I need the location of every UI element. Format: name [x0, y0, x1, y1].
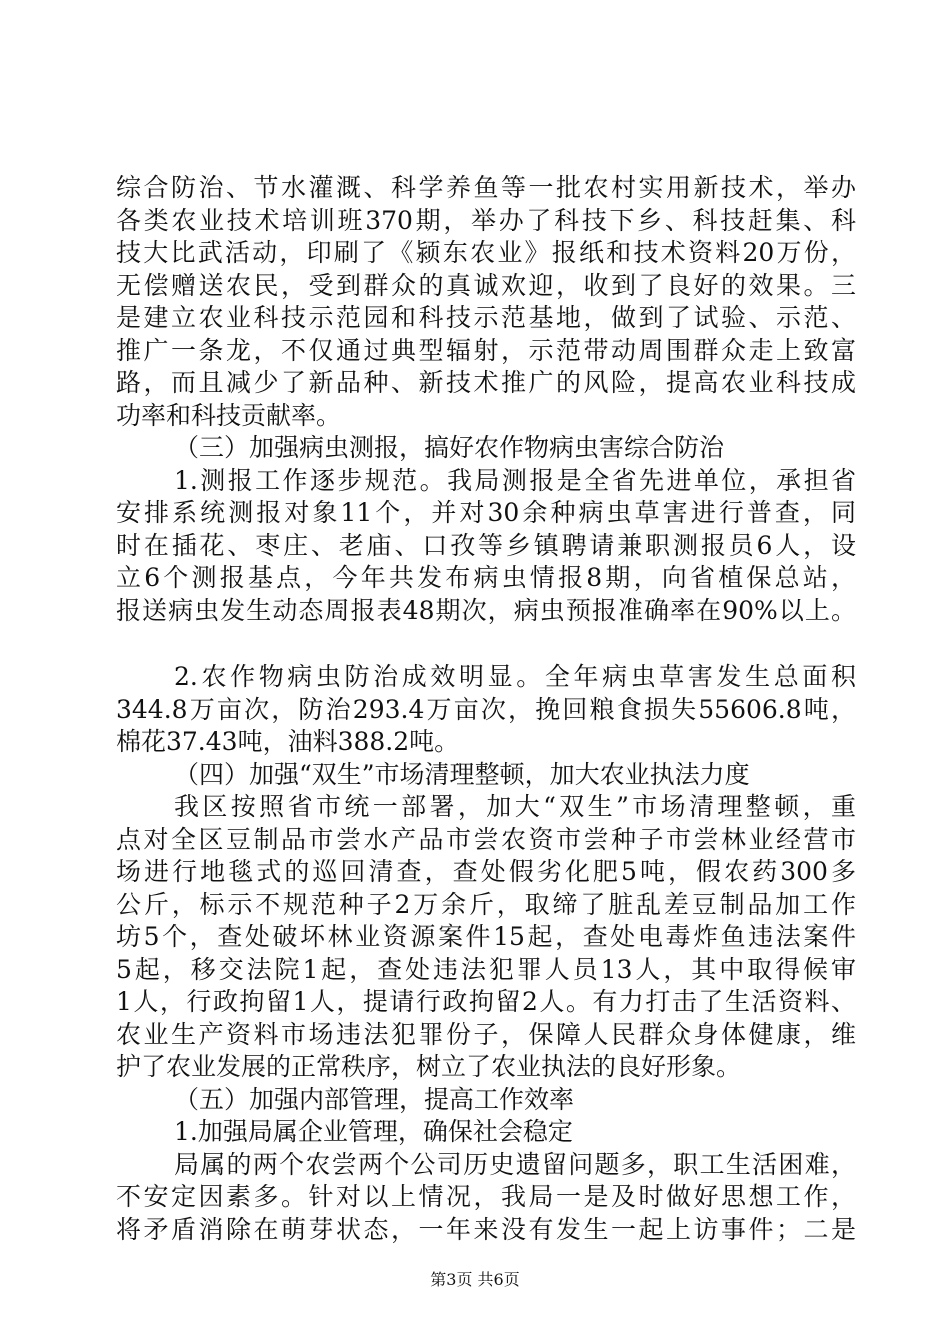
page-footer: 第3页 共6页 — [430, 1270, 520, 1289]
text-line: 1.测报工作逐步规范。我局测报是全省先进单位，承担省 — [174, 465, 856, 495]
section-heading: （五）加强内部管理，提高工作效率 — [174, 1084, 575, 1114]
text-line: 时在插花、枣庄、老庙、口孜等乡镇聘请兼职测报员6人，设 — [116, 530, 856, 560]
text-line: 报送病虫发生动态周报表48期次，病虫预报准确率在90%以上。 — [116, 595, 856, 625]
document-body — [116, 172, 856, 1246]
text-line: 立6个测报基点，今年共发布病虫情报8期，向省植保总站， — [116, 563, 856, 592]
text-line: 公斤，标示不规范种子2万余斤，取缔了脏乱差豆制品加工作 — [116, 889, 856, 919]
text-line: 推广一条龙，不仅通过典型辐射，示范带动周围群众走上致富 — [116, 335, 856, 365]
text-line: 将矛盾消除在萌芽状态，一年来没有发生一起上访事件；二是 — [116, 1214, 856, 1244]
section-heading: （四）加强“双生”市场清理整顿，加大农业执法力度 — [174, 759, 750, 789]
text-line: 场进行地毯式的巡回清查，查处假劣化肥5吨，假农药300多 — [116, 857, 856, 886]
text-line: 技大比武活动，印刷了《颍东农业》报纸和技术资料20万份， — [116, 238, 856, 267]
text-line: 344.8万亩次，防治293.4万亩次，挽回粮食损失55606.8吨， — [116, 694, 856, 724]
paragraph-gap — [116, 627, 856, 661]
text-line: 不安定因素多。针对以上情况，我局一是及时做好思想工作， — [116, 1182, 856, 1211]
text-line: 路，而且减少了新品种、新技术推广的风险，提高农业科技成 — [116, 368, 856, 397]
text-line: 我区按照省市统一部署，加大“双生”市场清理整顿，重 — [174, 792, 856, 821]
text-line: 2.农作物病虫防治成效明显。全年病虫草害发生总面积 — [174, 662, 856, 691]
text-line: 综合防治、节水灌溉、科学养鱼等一批农村实用新技术，举办 — [116, 173, 856, 202]
text-line: 棉花37.43吨，油料388.2吨。 — [116, 727, 460, 756]
section-heading: （三）加强病虫测报，搞好农作物病虫害综合防治 — [174, 433, 725, 462]
text-line: 1人，行政拘留1人，提请行政拘留2人。有力打击了生活资料、 — [116, 987, 856, 1016]
text-line: 坊5个，查处破坏林业资源案件15起，查处电毒炸鱼违法案件 — [116, 922, 856, 951]
section-heading: 1.加强局属企业管理，确保社会稳定 — [174, 1117, 573, 1146]
text-line: 局属的两个农尝两个公司历史遗留问题多，职工生活困难， — [174, 1149, 856, 1179]
text-line: 无偿赠送农民，受到群众的真诚欢迎，收到了良好的效果。三 — [116, 270, 856, 300]
text-line: 功率和科技贡献率。 — [116, 400, 342, 430]
text-line: 各类农业技术培训班370期，举办了科技下乡、科技赶集、科 — [116, 205, 856, 235]
text-line: 5起，移交法院1起，查处违法犯罪人员13人，其中取得候审 — [116, 954, 856, 984]
text-line: 农业生产资料市场违法犯罪份子，保障人民群众身体健康，维 — [116, 1019, 856, 1049]
text-line: 护了农业发展的正常秩序，树立了农业执法的良好形象。 — [116, 1052, 742, 1081]
text-line: 是建立农业科技示范园和科技示范基地，做到了试验、示范、 — [116, 303, 856, 332]
text-line: 点对全区豆制品市尝水产品市尝农资市尝种子市尝林业经营市 — [116, 824, 856, 854]
text-line: 安排系统测报对象11个，并对30余种病虫草害进行普查，同 — [116, 498, 856, 527]
